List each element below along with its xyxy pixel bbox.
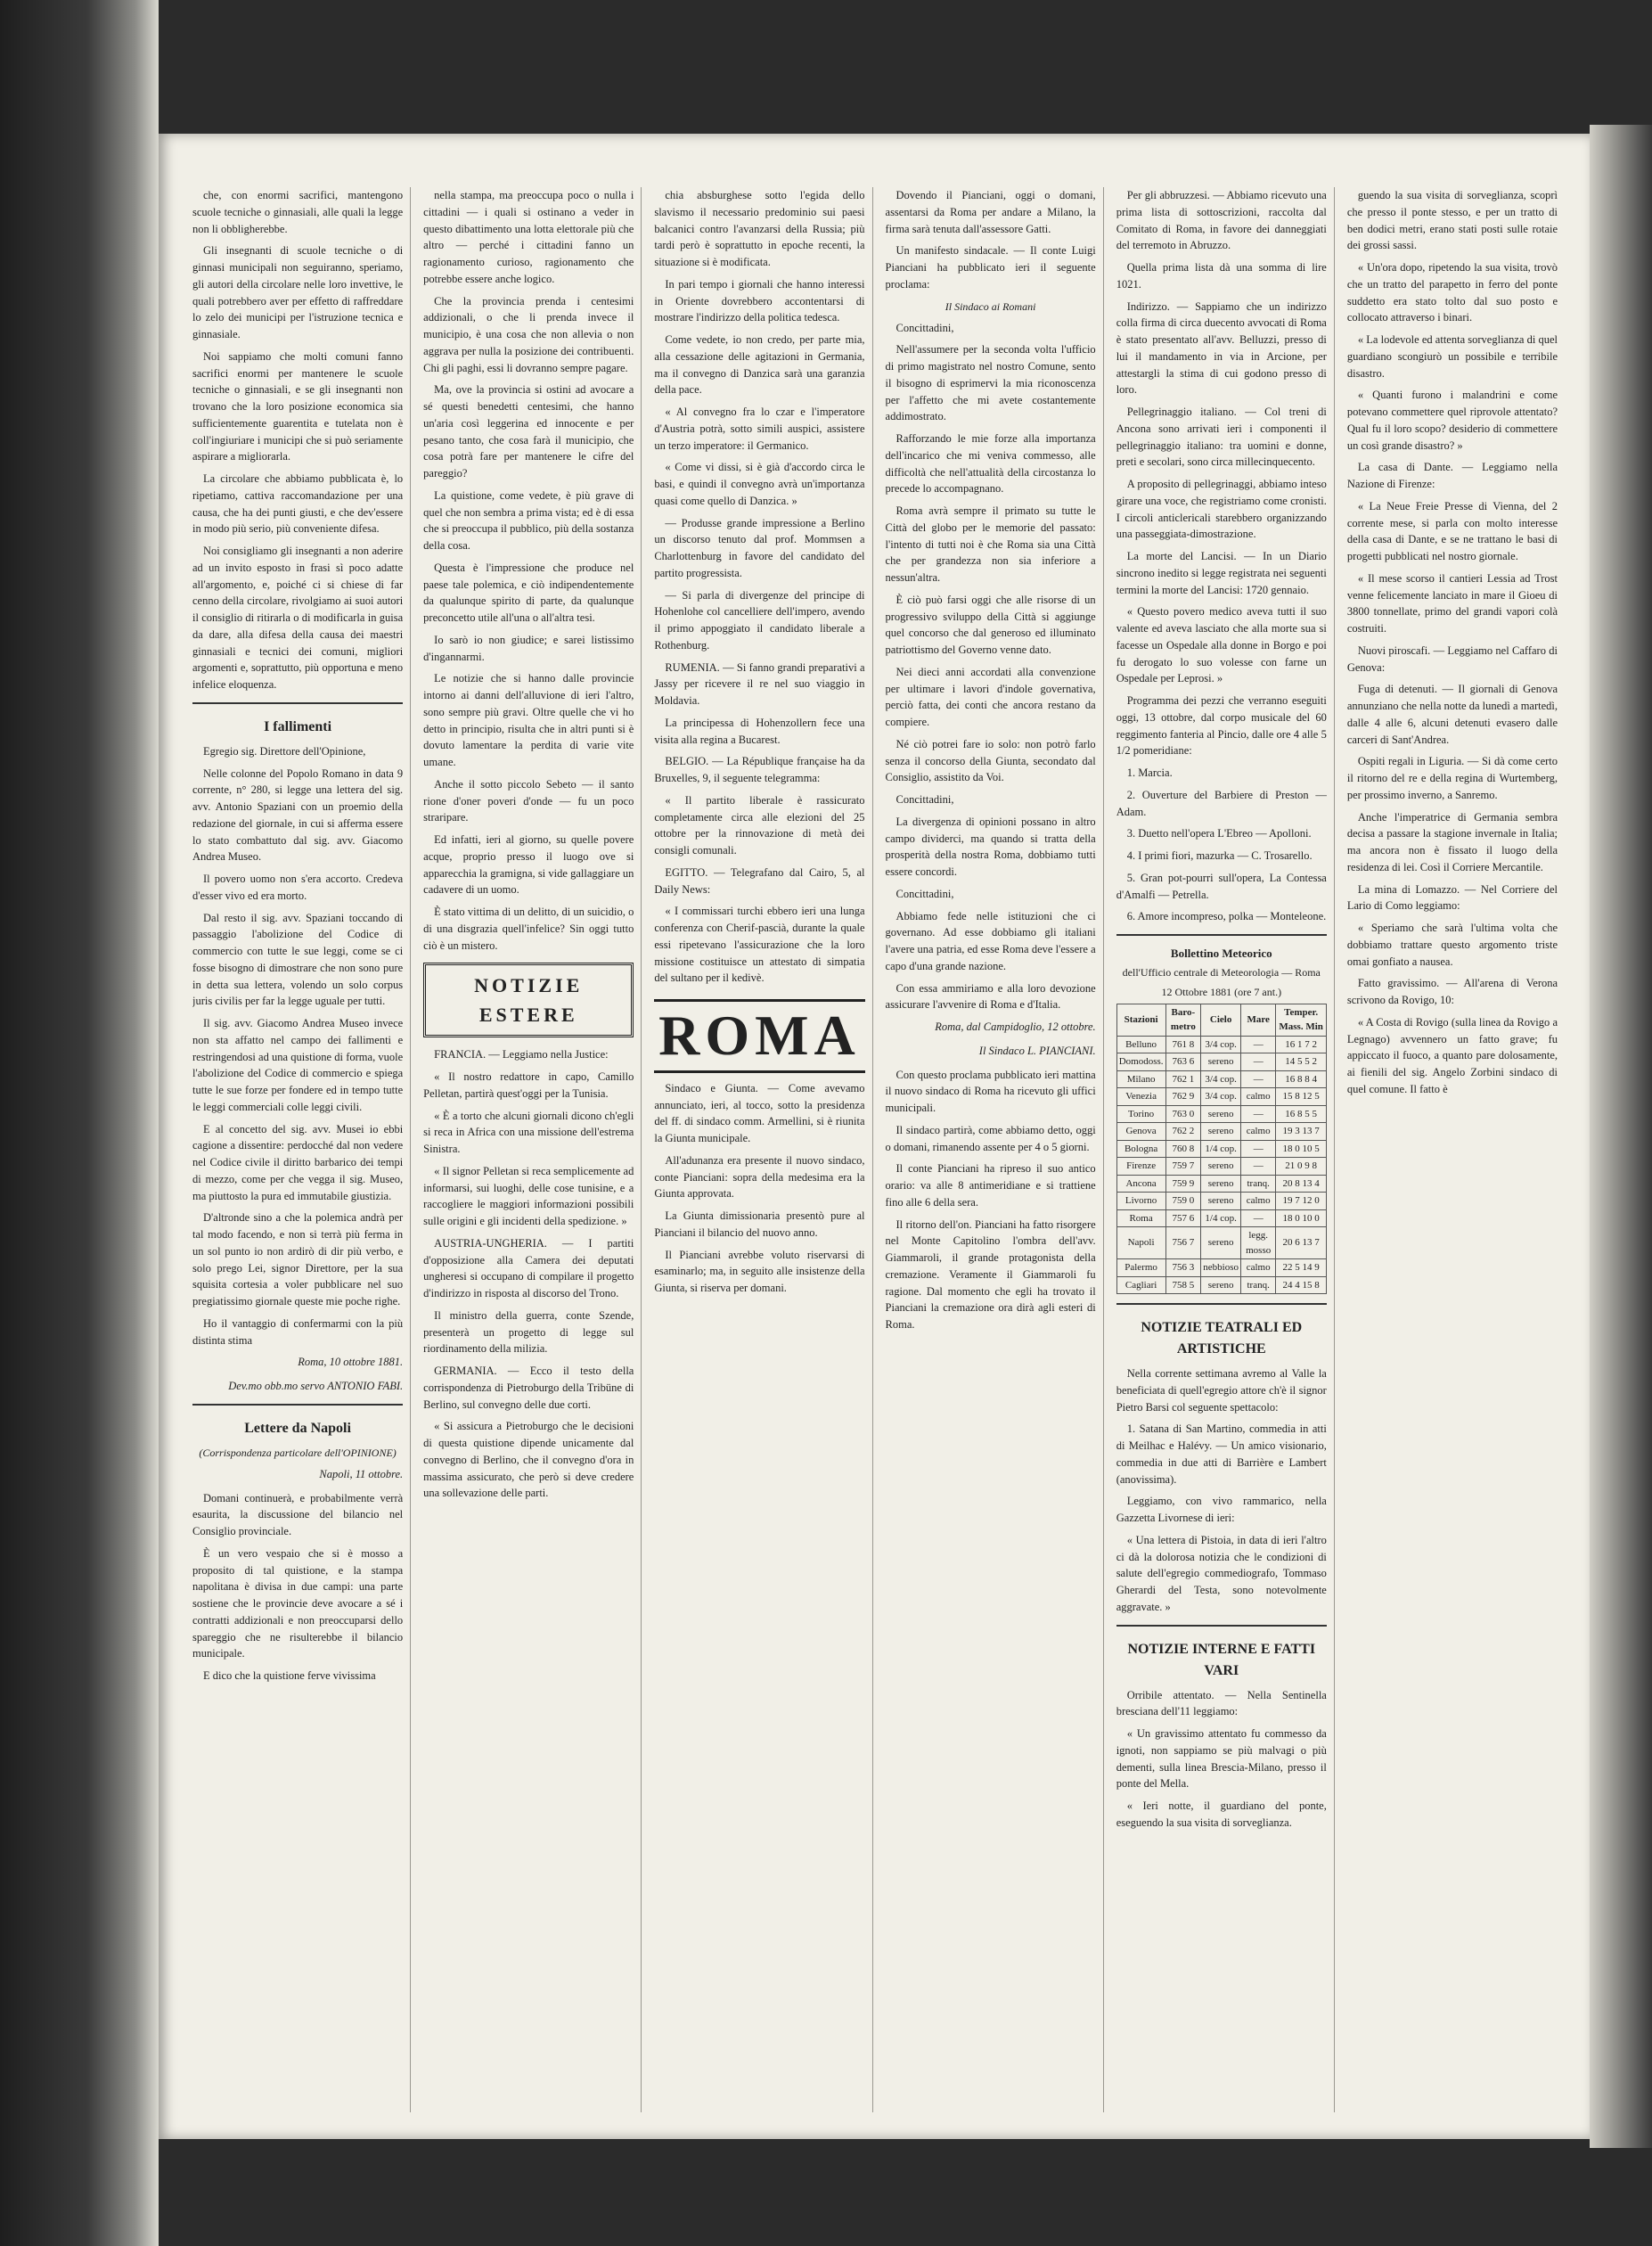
col4-para: Concittadini,: [896, 321, 954, 334]
weather-cell: Genova: [1116, 1123, 1165, 1141]
col1-para: Il povero uomo non s'era accorto. Credeva d'esser vivo ed era morto.: [192, 873, 404, 902]
col6-para: La casa di Dante. — Leggiamo nella Nazione di Firenze:: [1346, 461, 1558, 490]
col5-para: Quella prima lista dà una somma di lire 1021.: [1116, 261, 1327, 291]
col2-para: AUSTRIA-UNGHERIA. — I partiti d'opposizione alla Camera dei deputati ungheresi si occupano di compilare il progetto d'indirizzo in risposta al discorso del Trono.: [423, 1236, 634, 1299]
weather-header-cell: Baro-metro: [1165, 1004, 1201, 1036]
weather-cell: 761 8: [1165, 1036, 1201, 1053]
col2-para: « È a torto che alcuni giornali dicono ch'egli si reca in Africa con una missione dell'estrema Sinistra.: [423, 1109, 634, 1155]
col4-para: Dovendo il Pianciani, oggi o domani, assentarsi da Roma per andare a Milano, la firma sarà tenuta dall'assessore Gatti.: [885, 189, 1096, 235]
weather-cell: 759 9: [1165, 1175, 1201, 1193]
col2-para: « Il nostro redattore in capo, Camillo Pelletan, partirà quest'oggi per la Tunisia.: [423, 1070, 634, 1100]
program-item: 1. Marcia.: [1126, 766, 1173, 779]
col1-para: La circolare che abbiamo pubblicata è, lo ripetiamo, cattiva raccomandazione per una causa, che ha dei punti giusti, e che dev'essere in modo più serio, più conveniente difesa.: [192, 472, 404, 536]
weather-cell: —: [1240, 1036, 1275, 1053]
col3-para: « Il partito liberale è rassicurato completamente circa alle elezioni del 25 ottobre per la rinnovazione di metà dei consigli comunali.: [654, 793, 865, 857]
weather-cell: 16 8 8 4: [1276, 1070, 1326, 1088]
col4-para: Il ritorno dell'on. Pianciani ha fatto risorgere nel Monte Capitolino l'ombra dell'avv. Giammaroli, il grande protagonista della cremazione. Veramente il Giammaroli fu ragione. Dal momento che egli ha trovato il Pianciani la cremazione ora dirà agli esteri di Roma.: [885, 1217, 1096, 1331]
weather-cell: 18 0 10 0: [1276, 1209, 1326, 1227]
letter-date: Roma, 10 ottobre 1881.: [298, 1356, 404, 1369]
col5-para: Per gli abbruzzesi. — Abbiamo ricevuto una prima lista di sottoscrizioni, raccolta dal Comitato di Roma, in favore dei danneggiati del terremoto in Abruzzo.: [1116, 189, 1327, 252]
weather-cell: Venezia: [1116, 1088, 1165, 1106]
weather-cell: tranq.: [1240, 1175, 1275, 1193]
divider: [1116, 1625, 1327, 1627]
col4-para: Concittadini,: [896, 793, 954, 806]
weather-cell: sereno: [1201, 1123, 1241, 1141]
col5-para: Nella corrente settimana avremo al Valle la beneficiata di quell'egregio attore ch'è il signor Pietro Barsi col seguente spettacolo:: [1116, 1367, 1327, 1414]
col2-para: GERMANIA. — Ecco il testo della corrispondenza di Pietroburgo della Tribüne di Berlino, sul convegno delle due corti.: [423, 1365, 634, 1411]
weather-cell: sereno: [1201, 1276, 1241, 1294]
col6-para: « Un'ora dopo, ripetendo la sua visita, trovò che un tratto del parapetto in ferro del ponte suddetto era stato tolto dal suo posto e collocato attraverso i binari.: [1346, 261, 1558, 324]
col6-para: « La lodevole ed attenta sorveglianza di quel guardiano scongiurò un possibile e terribile disastro.: [1346, 333, 1558, 380]
col3-para: — Produsse grande impressione a Berlino un discorso tenuto dal prof. Mommsen a Charlottenburg in favore del candidato del partito progressista.: [654, 516, 865, 579]
weather-cell: sereno: [1201, 1158, 1241, 1176]
program-item: 3. Duetto nell'opera L'Ebreo — Apolloni.: [1126, 827, 1312, 840]
column-1: [192, 187, 411, 2112]
weather-cell: 20 6 13 7: [1276, 1227, 1326, 1259]
weather-cell: Firenze: [1116, 1158, 1165, 1176]
col6-para: « Speriamo che sarà l'ultima volta che dobbiamo trattare questo argomento triste omai gonfiato a nausea.: [1346, 922, 1558, 968]
weather-cell: 3/4 cop.: [1201, 1070, 1241, 1088]
col3-para: Il Pianciani avrebbe voluto riservarsi di esaminarlo; ma, in seguito alle insistenze della Giunta, si riserva per domani.: [654, 1248, 865, 1295]
weather-cell: 3/4 cop.: [1201, 1036, 1241, 1053]
col1-para: E dico che la quistione ferve vivissima: [203, 1669, 376, 1682]
letter-signature: Dev.mo obb.mo servo ANTONIO FABI.: [228, 1380, 404, 1392]
weather-cell: 18 0 10 5: [1276, 1140, 1326, 1158]
weather-cell: 16 1 7 2: [1276, 1036, 1326, 1053]
col2-para: Le notizie che si hanno dalle provincie intorno ai danni dell'alluvione di ieri l'altro, sono sempre più gravi. Oltre quelle che vi ho detto in principio, risulta che in altri punti si è dovuto lamentare la perdita di varie vite umane.: [423, 672, 634, 768]
weather-cell: 1/4 cop.: [1201, 1140, 1241, 1158]
weather-cell: calmo: [1240, 1259, 1275, 1277]
weather-cell: 760 8: [1165, 1140, 1201, 1158]
col2-para: FRANCIA. — Leggiamo nella Justice:: [434, 1048, 609, 1062]
col3-para: « Al convegno fra lo czar e l'imperatore d'Austria potrà, sotto simili auspici, assistere un terzo imperatore: il Germanico.: [654, 406, 865, 452]
weather-cell: 759 0: [1165, 1193, 1201, 1210]
col4-para: Il conte Pianciani ha ripreso il suo antico orario: va alle 8 antimeridiane e si trattiene fino alle 6 della sera.: [885, 1162, 1096, 1209]
weather-header-cell: Stazioni: [1116, 1004, 1165, 1036]
weather-cell: —: [1240, 1105, 1275, 1123]
col5-para: Orribile attentato. — Nella Sentinella bresciana dell'11 leggiamo:: [1116, 1688, 1327, 1718]
weather-cell: 14 5 5 2: [1276, 1053, 1326, 1071]
weather-cell: 19 7 12 0: [1276, 1193, 1326, 1210]
weather-cell: nebbioso: [1201, 1259, 1241, 1277]
col1-article-body: [192, 187, 403, 693]
col6-para: « Il mese scorso il cantieri Lessia ad Trost venne felicemente lanciato in mare il Gioeu di 3800 tonnellate, primo del grandi vapori colà costruiti.: [1346, 571, 1558, 635]
weather-cell: legg. mosso: [1240, 1227, 1275, 1259]
weather-cell: sereno: [1201, 1193, 1241, 1210]
proclamation-signature: Il Sindaco L. PIANCIANI.: [978, 1044, 1096, 1057]
weather-header-cell: Temper. Mass. Min: [1276, 1004, 1326, 1036]
divider: [1116, 934, 1327, 936]
weather-row: [1116, 1259, 1326, 1277]
col1-para: Dal resto il sig. avv. Spaziani toccando di passaggio l'abolizione del Codice di commercio con tutte le sue leggi, come se ci fosse bisogno di dimostrare che non sono pure in detta sua lettera, volendo un solo corpus juris civilis per far la legge uguale per tutti.: [192, 911, 404, 1008]
weather-cell: sereno: [1201, 1175, 1241, 1193]
col6-para: Ospiti regali in Liguria. — Si dà come certo il ritorno del re e della regina di Wurtemberg, per prossimo inverno, a Sanremo.: [1346, 755, 1558, 801]
col1-para: Noi sappiamo che molti comuni fanno sacrifici enormi per mantenere le scuole tecniche o ginnasiali, e se gli insegnanti non trovano che la loro posizione economica sia sufficientemente guarentita e tutelata non è coll'ingiuriare i municipi che si può seriamente aspirare a migliorarla.: [192, 349, 404, 463]
section-title-notizie-interne: NOTIZIE INTERNE E FATTI VARI: [1127, 1641, 1316, 1678]
col1-para: E al concetto del sig. avv. Musei io ebbi cagione a dissentire: perdocché dal non vedere nel Codice civile il diritto barbarico dei tempi di mezzo, come per che vegga il sig. Museo, ma piuttosto la pura ed immutabile giustizia.: [192, 1122, 404, 1202]
column-2: [423, 187, 642, 2112]
weather-row: [1116, 1193, 1326, 1210]
weather-cell: Palermo: [1116, 1259, 1165, 1277]
weather-row: [1116, 1175, 1326, 1193]
col1-para: Domani continuerà, e probabilmente verrà esaurita, la discussione del bilancio nel Consiglio provinciale.: [192, 1491, 404, 1537]
col2-para: È stato vittima di un delitto, di un suicidio, o di una disgrazia quell'infelice? Sin oggi tutto ciò è un mistero.: [423, 906, 634, 952]
col4-para: Abbiamo fede nelle istituzioni che ci governano. Ad esse dobbiamo gli italiani l'avere una patria, ed esse Roma deve l'essere a capo d'una grande nazione.: [885, 909, 1096, 972]
weather-cell: Milano: [1116, 1070, 1165, 1088]
col1-para: Gli insegnanti di scuole tecniche o di ginnasi municipali non seguiranno, speriamo, gli autori della circolare nelle loro invettive, le quali potrebbero aver per effetto di raffreddare lo zelo dei municipi per l'istruzione tecnica e ginnasiale.: [192, 244, 404, 340]
col3-para: chia absburghese sotto l'egida dello slavismo il necessario predominio sui paesi balcanici contro l'avanzarsi della Russia; più tardi però è soprattutto in epoche recenti, la situazione si è modificata.: [654, 189, 865, 268]
weather-cell: 22 5 14 9: [1276, 1259, 1326, 1277]
col4-para: Né ciò potrei fare io solo: non potrò farlo senza il concorso della Giunta, secondato dal Consiglio, assistito da Voi.: [885, 737, 1096, 784]
weather-cell: 758 5: [1165, 1276, 1201, 1294]
weather-cell: 21 0 9 8: [1276, 1158, 1326, 1176]
weather-cell: Torino: [1116, 1105, 1165, 1123]
column-3: [654, 187, 872, 2112]
column-6: [1347, 187, 1565, 2112]
weather-cell: 19 3 13 7: [1276, 1123, 1326, 1141]
weather-cell: 759 7: [1165, 1158, 1201, 1176]
weather-header-cell: Mare: [1240, 1004, 1275, 1036]
col3-para: In pari tempo i giornali che hanno interessi in Oriente dovrebbero accontentarsi di mostrare l'indirizzo della politica tedesca.: [654, 277, 865, 324]
col2-para: Questa è l'impressione che produce nel paese tale polemica, e ciò indipendentemente da qualunque spirito di parte, da qualunque preconcetto utile all'una o all'altra tesi.: [423, 561, 634, 624]
col3-para: La Giunta dimissionaria presentò pure al Pianciani il bilancio del nuovo anno.: [654, 1209, 865, 1239]
article-title-fallimenti: I fallimenti: [264, 718, 332, 734]
divider: [192, 1404, 403, 1406]
col2-para: Ma, ove la provincia si ostini ad avocare a sé questi benedetti centesimi, che hanno un'aria così leggerina ed innocente e per pesano tanto, che cosa farà il municipio, che cosa potrà fare per mantenere le cifre del pareggio?: [423, 383, 634, 480]
col5-para: Pellegrinaggio italiano. — Col treni di Ancona sono arrivati ieri i componenti il pellegrinaggio italiano: tra uomini e donne, preti e secolari, sono circa millecinquecento.: [1116, 406, 1327, 469]
col6-para: La mina di Lomazzo. — Nel Corriere del Lario di Como leggiamo:: [1346, 882, 1558, 913]
column-4: [886, 187, 1104, 2112]
weather-cell: —: [1240, 1140, 1275, 1158]
weather-cell: calmo: [1240, 1193, 1275, 1210]
col2-para: Che la provincia prenda i centesimi addizionali, o che li prenda invece il municipio, è una cosa che non allevia o non aggrava per nulla la posizione dei contribuenti. Chi gli paghi, essi li dovranno sempre pagare.: [423, 294, 634, 374]
col3-para: RUMENIA. — Si fanno grandi preparativi a Jassy per ricevere il re nel suo viaggio in Moldavia.: [654, 660, 865, 707]
col2-para: « Il signor Pelletan si reca semplicemente ad informarsi, sui luoghi, delle cose tunisine, e a raccogliere le maggiori informazioni possibili sulle origini e gli incidenti della spedizione. »: [423, 1164, 634, 1227]
column-5: [1116, 187, 1335, 2112]
col4-para: La divergenza di opinioni possano in altro campo dividerci, ma quando si tratta della prosperità della nostra Roma, dobbiamo tutti essere concordi.: [885, 815, 1096, 878]
weather-cell: sereno: [1201, 1227, 1241, 1259]
weather-cell: 20 8 13 4: [1276, 1175, 1326, 1193]
program-item: 5. Gran pot-pourri sull'opera, La Contessa d'Amalfi — Petrella.: [1116, 871, 1327, 901]
col2-para: « Si assicura a Pietroburgo che le decisioni di questa quistione dipende unicamente dal convegno di Berlino, che il convegno d'ora in massima assicurato, che però si deve credere una sollevazione delle parti.: [423, 1420, 634, 1500]
weather-cell: 762 1: [1165, 1070, 1201, 1088]
book-binding: [0, 0, 159, 2246]
weather-cell: 15 8 12 5: [1276, 1088, 1326, 1106]
col5-para: Programma dei pezzi che verranno eseguiti oggi, 13 ottobre, dal corpo musicale del 60 reggimento fanteria al Pincio, dalle ore 4 alle 5 1/2 pomeridiane:: [1116, 694, 1327, 758]
col3-para: Sindaco e Giunta. — Come avevamo annunciato, ieri, al tocco, sotto la presidenza del ff. di sindaco comm. Armellini, si è riunita la Giunta municipale.: [654, 1081, 865, 1145]
weather-cell: Ancona: [1116, 1175, 1165, 1193]
weather-bulletin-title: Bollettino Meteorico: [1170, 947, 1272, 960]
col4-para: Con essa ammiriamo e alla loro devozione assicurare l'avvenire di Roma e d'Italia.: [885, 981, 1096, 1012]
weather-row: [1116, 1105, 1326, 1123]
weather-cell: Belluno: [1116, 1036, 1165, 1053]
col4-para: È ciò può farsi oggi che alle risorse di un progressivo sviluppo della Città si aggiunge quel concorso che dal generoso ed illuminato patriottismo del Governo venne dato.: [885, 593, 1096, 656]
weather-cell: Bologna: [1116, 1140, 1165, 1158]
weather-cell: Livorno: [1116, 1193, 1165, 1210]
weather-cell: tranq.: [1240, 1276, 1275, 1294]
weather-bulletin-date: 12 Ottobre 1881 (ore 7 ant.): [1161, 985, 1282, 998]
col5-para: A proposito di pellegrinaggi, abbiamo inteso girare una voce, che registriamo come cronisti. I circoli anticlericali starebbero organizzando una passeggiata-dimostrazione.: [1116, 478, 1327, 541]
proclamation-date: Roma, dal Campidoglio, 12 ottobre.: [935, 1021, 1096, 1033]
weather-cell: 762 2: [1165, 1123, 1201, 1141]
weather-cell: —: [1240, 1209, 1275, 1227]
weather-cell: 16 8 5 5: [1276, 1105, 1326, 1123]
weather-cell: 756 7: [1165, 1227, 1201, 1259]
weather-row: [1116, 1140, 1326, 1158]
weather-table-header: [1116, 1004, 1326, 1036]
weather-row: [1116, 1209, 1326, 1227]
col2-para: Io sarò io non giudice; e sarei listissimo d'ingannarmi.: [423, 633, 634, 663]
col6-para: Anche l'imperatrice di Germania sembra decisa a passare la stagione invernale in Italia; ma ancora non è fissato il luogo della residenza di lei. Così il Corriere Mercantile.: [1346, 810, 1558, 873]
weather-cell: 757 6: [1165, 1209, 1201, 1227]
col1-para: Egregio sig. Direttore dell'Opinione,: [203, 744, 366, 758]
weather-cell: 3/4 cop.: [1201, 1088, 1241, 1106]
weather-row: [1116, 1123, 1326, 1141]
col3-para: « Come vi dissi, si è già d'accordo circa le basi, e quindi il convegno avrà un'importanza quasi come quello di Danzica. »: [654, 461, 865, 507]
weather-cell: 24 4 15 8: [1276, 1276, 1326, 1294]
col5-para: « Ieri notte, il guardiano del ponte, eseguendo la sua visita di sorveglianza.: [1116, 1799, 1327, 1829]
weather-row: [1116, 1070, 1326, 1088]
page-edge: [1590, 125, 1652, 2148]
col2-para: La quistione, come vedete, è più grave di quel che non sembra a prima vista; ed è di essa che si preoccupa il pubblico, più della sostanza della cosa.: [423, 488, 634, 552]
col2-para: Anche il sotto piccolo Sebeto — il santo rione d'oner poveri d'onde — fu un poco straripare.: [423, 777, 634, 824]
col6-para: Fatto gravissimo. — All'arena di Verona scrivono da Rovigo, 10:: [1346, 977, 1558, 1006]
col4-para: Rafforzando le mie forze alla importanza dell'incarico che mi veniva commesso, alle difficoltà che nell'attualità della circostanza lo precede lo accompagnano.: [885, 432, 1096, 496]
weather-row: [1116, 1053, 1326, 1071]
weather-cell: 1/4 cop.: [1201, 1209, 1241, 1227]
col1-para: Noi consigliamo gli insegnanti a non aderire ad un invito esposto in frasi sì poco adatte all'argomento, e, poiché ci si chiese di far cenno della circolare, rivolgiamo ai suoi autori il consiglio di ritirarla o di modificarla in guisa da dare, alla difesa della causa dei maestri ginnasiali e tecnici dei comuni, migliori argomenti e, soprattutto, più opportuna e meno infelice eloquenza.: [192, 545, 404, 691]
weather-row: [1116, 1276, 1326, 1294]
col2-para: Ed infatti, ieri al giorno, su quelle povere acque, proprio presso il luogo ove si apparecchia la gramigna, si vide gallaggiare un cadavere di un uomo.: [423, 833, 634, 897]
weather-cell: sereno: [1201, 1053, 1241, 1071]
weather-cell: 763 0: [1165, 1105, 1201, 1123]
weather-cell: Cagliari: [1116, 1276, 1165, 1294]
section-banner-notizie-estere: NOTIZIE ESTERE: [423, 963, 634, 1037]
weather-cell: 762 9: [1165, 1088, 1201, 1106]
divider: [1116, 1303, 1327, 1305]
col1-para: Ho il vantaggio di confermarmi con la più distinta stima: [192, 1316, 404, 1347]
weather-row: [1116, 1227, 1326, 1259]
program-item: 6. Amore incompreso, polka — Monteleone.: [1126, 910, 1327, 923]
col2-para: nella stampa, ma preoccupa poco o nulla i cittadini — i quali si ostinano a veder in questo dibattimento una lotta elettorale più che altro — perché i cittadini fanno un ragionamento curioso, ragionamento che potrebbe essere anche logico.: [423, 189, 634, 285]
section-title-teatrali: NOTIZIE TEATRALI ED ARTISTICHE: [1141, 1320, 1303, 1357]
page-columns: [192, 187, 1565, 2112]
section-title-roma: ROMA: [654, 999, 864, 1073]
col3-para: BELGIO. — La République française ha da Bruxelles, 9, il seguente telegramma:: [654, 755, 865, 784]
weather-cell: —: [1240, 1158, 1275, 1176]
weather-cell: 756 3: [1165, 1259, 1201, 1277]
weather-cell: —: [1240, 1053, 1275, 1071]
weather-cell: calmo: [1240, 1123, 1275, 1141]
col6-para: « La Neue Freie Presse di Vienna, del 2 corrente mese, si parla con molto interesse della casa di Dante, e se ne trattano le basi di progetti pubblicati nel nostro giornale.: [1346, 499, 1558, 562]
col3-para: All'adunanza era presente il nuovo sindaco, conte Pianciani: sopra della medesima era la Giunta approvata.: [654, 1153, 865, 1201]
col3-para: EGITTO. — Telegrafano dal Cairo, 5, al Daily News:: [654, 865, 865, 896]
col4-para: Roma avrà sempre il primato su tutte le Città del globo per le memorie del passato: l'intento di tutti noi è che Roma sia una Città che per grandezza non sia inferiore a nessun'altra.: [885, 504, 1096, 584]
col5-para: 1. Satana di San Martino, commedia in atti di Meilhac e Halévy. — Un amico visionario, commedia in due atti di Barrière e Lambert (anovissima).: [1116, 1422, 1327, 1486]
col6-para: Fuga di detenuti. — Il giornali di Genova annunziano che nella notte da lunedì a martedì, dalle 4 alle 6, alcuni detenuti evasero dalle carceri di Sant'Andrea.: [1346, 683, 1558, 746]
col6-para: guendo la sua visita di sorveglianza, scoprì che presso il ponte stesso, e per un tratto di ben dodici metri, erano stati posti sulle rotaie dei grossi sassi.: [1346, 189, 1558, 252]
col1-para: Nelle colonne del Popolo Romano in data 9 corrente, n° 280, si legge una lettera del sig. avv. Antonio Spaziani con un proemio della redazione del giornale, in cui si afferma essere lo stato combattuto dal sig. avv. Giacomo Andrea Museo.: [192, 766, 404, 864]
col3-para: « I commissari turchi ebbero ieri una lunga conferenza con Cherif-pascià, durante la quale essi ripetevano l'assicurazione che la loro missione costituisce un attestato di simpatia del sultano per il kedivè.: [654, 905, 865, 985]
program-item: 4. I primi fiori, mazurka — C. Trosarello.: [1126, 849, 1313, 862]
col4-para: Con questo proclama pubblicato ieri mattina il nuovo sindaco di Roma ha ricevuto gli uffici municipali.: [885, 1068, 1096, 1114]
col3-para: — Si parla di divergenze del principe di Hohenlohe col cancelliere dell'impero, avendo il primo appoggiato il candidato liberale a Rothenburg.: [654, 588, 865, 652]
weather-cell: —: [1240, 1070, 1275, 1088]
col4-para: Nei dieci anni accordati alla convenzione per ultimare i lavori d'indole governativa, perciò fatta, dei conti che ancora restano da compiere.: [885, 665, 1096, 728]
col1-para: È un vero vespaio che si è mosso a proposito di tal quistione, e la stampa napolitana è divisa in due campi: una parte sostiene che le provincie deve avocare a sé i contratti addizionali e non preoccuparsi dello spareggio che ne risulterebbe il bilancio municipale.: [192, 1546, 404, 1660]
weather-cell: Napoli: [1116, 1227, 1165, 1259]
col3-para: Come vedete, io non credo, per parte mia, alla cessazione delle agitazioni in Germania, ma il convegno di Danzica sarà una garanzia della pace.: [654, 333, 865, 397]
col5-para: « Una lettera di Pistoia, in data di ieri l'altro ci dà la dolorosa notizia che le condizioni di salute dell'egregio commediografo, Tommaso Gherardi del Testa, sono notevolmente aggravate. »: [1116, 1533, 1327, 1613]
col4-para: Il sindaco partirà, come abbiamo detto, oggi o domani, rimanendo assente per 4 o 5 giorni.: [885, 1123, 1096, 1153]
proclamation-title: Il Sindaco ai Romani: [945, 299, 1036, 313]
weather-cell: Domodoss.: [1116, 1053, 1165, 1071]
article-title-napoli: Lettere da Napoli: [244, 1420, 351, 1436]
weather-table: [1116, 1004, 1327, 1295]
col5-para: « Un gravissimo attentato fu commesso da ignoti, non sappiamo se più malvagi o più dementi, sulla linea Brescia-Milano, presso il ponte del Mella.: [1116, 1727, 1327, 1791]
weather-row: [1116, 1088, 1326, 1106]
article-subtitle: (Corrispondenza particolare dell'OPINIONE): [199, 1446, 397, 1459]
col4-para: Nell'assumere per la seconda volta l'ufficio di primo magistrato nel nostro Comune, sento il bisogno di esprimervi la mia riconoscenza per l'affetto che mi avete costantemente addimostrato.: [885, 343, 1096, 423]
col6-para: « Quanti furono i malandrini e come potevano commettere quel riprovole attentato? Qual fu il loro scopo? desiderio di commettere un così grande disastro? »: [1346, 389, 1558, 452]
col1-para: Il sig. avv. Giacomo Andrea Museo invece non sta affatto nel campo dei fallimenti e restringendosi ad una quistione di forma, vuole l'abolizione del Codice di commercio e spiega tutte le sue forze per fondere ed in tempo tutte le leggi commerciali colle leggi civili.: [192, 1017, 404, 1113]
col3-para: La principessa di Hohenzollern fece una visita alla regina a Bucarest.: [654, 716, 865, 746]
col1-para: che, con enormi sacrifici, mantengono scuole tecniche o ginnasiali, alle quali la legge non li obbligherebbe.: [192, 189, 404, 235]
col5-para: La morte del Lancisi. — In un Diario sincrono inedito si legge registrata nei seguenti termini la morte del Lancisi: 1720 gennaio.: [1116, 550, 1327, 596]
col2-para: Il ministro della guerra, conte Szende, presenterà un progetto di legge sul riordinamento della milizia.: [423, 1308, 634, 1356]
divider: [192, 702, 403, 704]
col5-para: « Questo povero medico aveva tutti il suo valente ed aveva lasciato che alla morte sua si facesse un Ospedale alla donne in Borgo e poi fu derogato lo suo volesse con farne un Ospedale per Leprosi. »: [1116, 605, 1327, 685]
weather-cell: calmo: [1240, 1088, 1275, 1106]
col6-para: Nuovi piroscafi. — Leggiamo nel Caffaro di Genova:: [1346, 643, 1558, 674]
col5-para: Indirizzo. — Sappiamo che un indirizzo colla firma di circa duecento avvocati di Roma è stato presentato all'avv. Belluzzi, presso di lui il mandamento in via in Arcione, per attestargli la stima di cui godono presso di loro.: [1116, 299, 1327, 397]
col4-para: Concittadini,: [896, 887, 954, 900]
weather-row: [1116, 1158, 1326, 1176]
col6-para: « A Costa di Rovigo (sulla linea da Rovigo a Legnago) avvennero un fatto grave; fu appiccato il fuoco, a quanto pare dolosamente, ai fienili del sig. Angelo Zorbini sindaco di quel comune. Il fatto è: [1346, 1015, 1558, 1095]
weather-row: [1116, 1036, 1326, 1053]
weather-cell: 763 6: [1165, 1053, 1201, 1071]
col1-para: D'altronde sino a che la polemica andrà per tal modo facendo, e non si terrà più ferma in un sol punto io non ardirò di dir più verbo, e solo prego Lei, signor Direttore, per la sua squisita cortesia a voler pubblicare nel suo pregiatissimo giornale queste mie poche righe.: [192, 1211, 404, 1307]
weather-bulletin-source: dell'Ufficio centrale di Meteorologia — Roma: [1122, 965, 1321, 979]
article-dateline: Napoli, 11 ottobre.: [319, 1467, 404, 1480]
weather-cell: Roma: [1116, 1209, 1165, 1227]
program-item: 2. Ouverture del Barbiere di Preston — Adam.: [1116, 788, 1327, 818]
col5-para: Leggiamo, con vivo rammarico, nella Gazzetta Livornese di ieri:: [1116, 1495, 1327, 1524]
weather-table-body: [1116, 1036, 1326, 1294]
newspaper-page: [159, 134, 1590, 2139]
weather-header-cell: Cielo: [1201, 1004, 1241, 1036]
col4-para: Un manifesto sindacale. — Il conte Luigi Pianciani ha pubblicato ieri il seguente proclama:: [885, 244, 1096, 291]
weather-cell: sereno: [1201, 1105, 1241, 1123]
